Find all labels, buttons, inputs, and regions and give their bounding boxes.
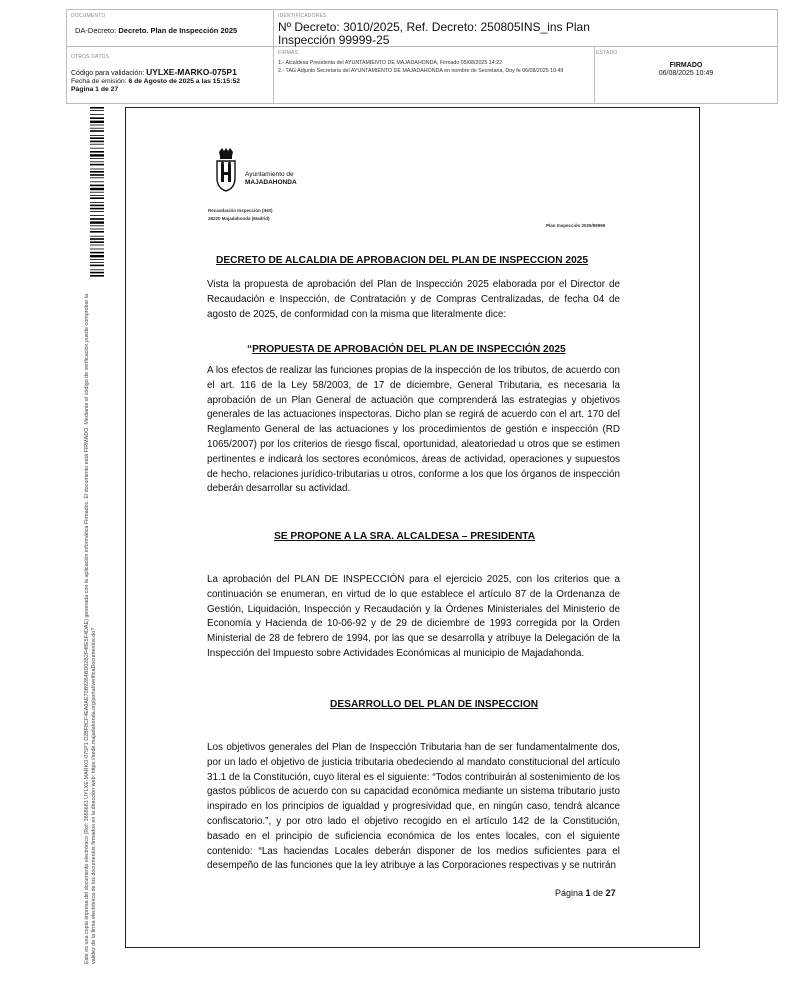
section-heading-desarrollo: DESARROLLO DEL PLAN DE INSPECCION xyxy=(330,699,539,710)
documento-caption: DOCUMENTO xyxy=(71,13,106,19)
documento-value: DA-Decreto: Decreto. Plan de Inspección 2025 xyxy=(75,26,238,35)
estado-cell xyxy=(596,50,776,77)
majadahonda-crest-icon xyxy=(214,148,238,192)
identificadores-cell xyxy=(278,13,593,47)
page-footer: Página 1 de 27 xyxy=(555,888,616,898)
otros-caption: OTROS DATOS xyxy=(71,54,110,60)
otros-datos-cell xyxy=(71,54,271,93)
pagina-info: Página 1 de 27 xyxy=(71,86,119,93)
divider xyxy=(273,10,274,103)
intro-paragraph: Vista la propuesta de aprobación del Plan de Inspección 2025 elaborada por el Director de Recaudación e Inspección, de Contratación y de Compras Centralizadas, de fecha 04 de agosto de 2025, de conformidad con la misma que literalmente dice: xyxy=(207,279,620,320)
estado-value: FIRMADO xyxy=(669,62,703,69)
section-heading-propone: SE PROPONE A LA SRA. ALCALDESA – PRESIDENTA xyxy=(274,531,536,542)
identificadores-caption: IDENTIFICADORES xyxy=(278,13,327,19)
plan-reference: Plan Inspección 2025/99999 xyxy=(546,223,606,228)
documento-cell xyxy=(71,13,271,35)
document-header-table xyxy=(66,9,778,104)
sender-line2: 28220 Majadahonda (Madrid) xyxy=(208,216,270,221)
firma-2: 2.- TAG Adjunto Secretaría del AYUNTAMIENTO DE MAJADAHONDA en nombre de Secretaria, Doy fe 06/08/2025 10:49 xyxy=(278,67,564,74)
paragraph-3: Los objetivos generales del Plan de Inspección Tributaria han de ser fundamentalmente dos, por un lado el objetivo de justicia tributaria obedeciendo al mandato constitucional del artículo 31.1 de la Constitución, cuyo literal es el siguiente: “Todos contribuirán al sostenimiento de los gastos públicos de acuerdo con su capacidad económica mediante un sistema tributario justo inspirado en los principios de igualdad y progresividad que, en ningún caso, tendrá alcance confiscatorio.”, y por otro lado el objetivo recogido en el artículo 142 de la Constitución, basado en el principio de suficiencia económica de los entes locales, con el siguiente contenido: “Las haciendas Locales deberán disponer de los medios suficientes para el desempeño de las funciones que la ley atribuye a las Corporaciones respectivas y se nutrirán xyxy=(207,742,620,872)
codigo-validacion: Código para validación: UYLXE-MARKO-075P1 xyxy=(71,67,237,77)
firma-1: 1.- Alcaldesa Presidenta del AYUNTAMIENTO DE MAJADAHONDA, Firmado 05/08/2025 14:22 xyxy=(278,60,503,66)
proposal-title: “PROPUESTA DE APROBACIÓN DEL PLAN DE INSPECCIÓN 2025 xyxy=(247,344,566,355)
firmas-cell xyxy=(278,50,598,74)
estado-date: 06/08/2025 10:49 xyxy=(658,70,714,77)
logo-text-line1: Ayuntamiento de xyxy=(245,171,294,178)
fecha-emision: Fecha de emisión: 6 de Agosto de 2025 a las 15:15:52 xyxy=(71,78,241,85)
paragraph-1: A los efectos de realizar las funciones propias de la inspección de los tributos, de acuerdo con el art. 116 de la Ley 58/2003, de 17 de diciembre, General Tributaria, es necesaria la aprobación de un Plan General de actuación que comprenderá las estrategias y objetivos generales de las actuaciones inspectoras. Dicho plan se regirá de acuerdo con el art. 170 del Reglamento General de las actuaciones y los procedimientos de gestión e inspección (RD 1065/2007) por los criterios de riesgo fiscal, oportunidad, aleatoriedad u otros que se estimen pertinentes e indicará los sectores económicos, áreas de actividad, operaciones y supuestos de hecho, relaciones jurídico-tributarias u otros, conforme a los que los órganos de inspección deberán desarrollar su actividad. xyxy=(207,365,620,495)
side-verification-note: Este es una copia impresa del documento electrónico (Ref: 3888681 UYLXE-MARKO-075P1 D2BF8CF4EA0AE70B92B4BD02B2F48E5F4DAE) generada con la aplicación informática Firmadoc. El documento está FIRMADO. Mediante el código de verificación puede comprobar la validez de la firma electrónica de los documentos firmados en la dirección web: https://sede.majadahonda.org/portal/verificaDocumentos.do? xyxy=(84,294,97,964)
paragraph-2: La aprobación del PLAN DE INSPECCIÓN para el ejercicio 2025, con los criterios que a continuación se enumeran, en virtud de lo que establece el artículo 87 de la Ordenanza de Gestión, Liquidación, Inspección y Recaudación y la Órdenes Ministeriales del Ministerio de Economía y Hacienda de 10-06-92 y de 29 de diciembre de 1993 corregida por la Orden Ministerial de 28 de febrero de 1994, por las que se desarrolla y atribuye la Delegación de la Inspección del Impuesto sobre Actividades Económicas al municipio de Majadahonda. xyxy=(207,574,620,659)
decree-title: DECRETO DE ALCALDIA DE APROBACION DEL PLAN DE INSPECCION 2025 xyxy=(216,255,589,266)
estado-caption: ESTADO xyxy=(596,50,618,56)
firmas-caption: FIRMAS xyxy=(278,50,299,56)
identificadores-value: Nº Decreto: 3010/2025, Ref. Decreto: 250805INS_ins Plan Inspección 99999-25 xyxy=(278,20,590,47)
logo-text-line2: MAJADAHONDA xyxy=(245,179,297,186)
sender-line1: Recaudación Inspección (INS) xyxy=(208,208,273,213)
barcode-icon xyxy=(90,107,104,277)
